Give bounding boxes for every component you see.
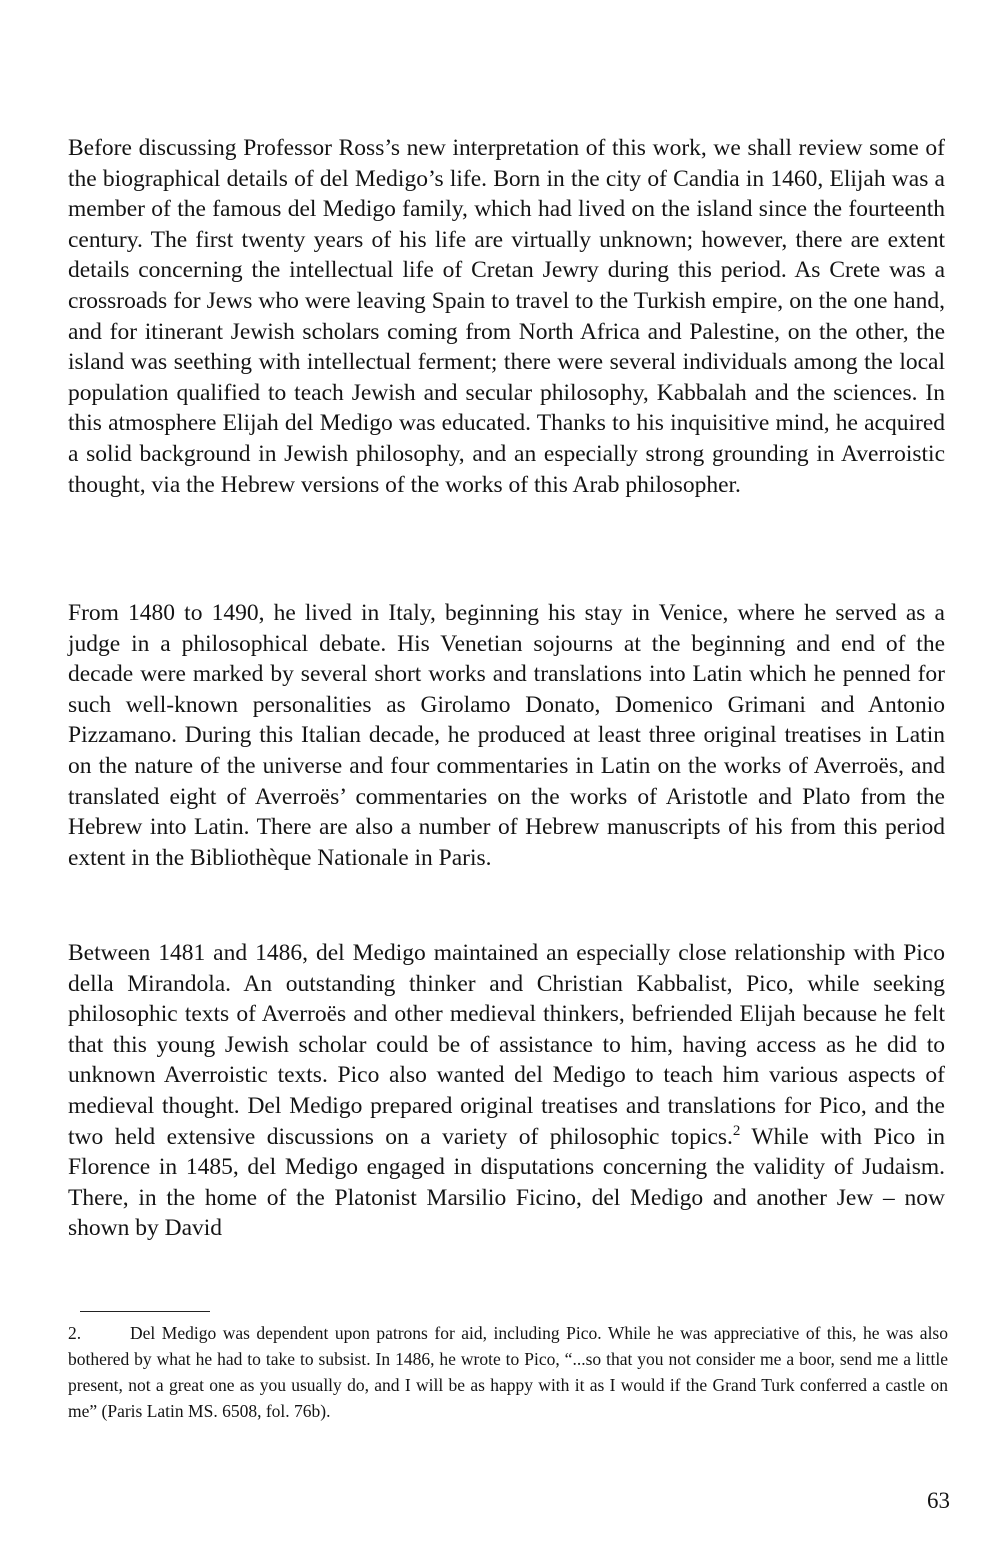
paragraph-text-after-note: While with Pico in Florence in 1485, del Medigo engaged in disputations concerning the validity of Judaism. There, in the home of the Platonist Marsilio Ficino, del Medigo and another Jew – now shown by David xyxy=(68,1123,945,1242)
page-number: 63 xyxy=(927,1488,950,1513)
paragraph-text-before-note: Between 1481 and 1486, del Medigo maintained an especially close relationship with Pico della Mirandola. An outstanding thinker and Christian Kabbalist, Pico, while seeking philosophic texts of Averroës and other medieval thinkers, befriended Elijah because he felt that this young Jewish scholar could be of assistance to him, having access as he did to unknown Averroistic texts. Pico also wanted del Medigo to teach him various aspects of medieval thought. Del Medigo prepared original treatises and translations for Pico, and the two held extensive discussions on a variety of philosophic topics. xyxy=(68,940,945,1150)
footnote-divider xyxy=(80,1311,210,1312)
paragraph-biography-intro: Before discussing Professor Ross’s new interpretation of this work, we shall review some of the biographical details of del Medigo’s life. Born in the city of Candia in 1460, Elijah was a member of the famous del Medigo family, which had lived on the island since the fourteenth century. The first twenty years of his life are virtually unknown; however, there are extent details concerning the intellectual life of Cretan Jewry during this period. As Crete was a crossroads for Jews who were leaving Spain to travel to the Turkish empire, on the one hand, and for itinerant Jewish scholars coming from North Africa and Palestine, on the other, the island was seething with intellectual ferment; there were several individuals among the local population qualified to teach Jewish and secular philosophy, Kabbalah and the sciences. In this atmosphere Elijah del Medigo was educated. Thanks to his inquisitive mind, he acquired a solid background in Jewish philosophy, and an especially strong grounding in Averroistic thought, via the Hebrew versions of the works of this Arab philosopher. xyxy=(68,135,945,498)
paragraph-italy-decade: From 1480 to 1490, he lived in Italy, beginning his stay in Venice, where he served as a judge in a philosophical debate. His Venetian sojourns at the beginning and end of the decade were marked by several short works and translations into Latin which he penned for such well-known personalities as Girolamo Donato, Domenico Grimani and Antonio Pizzamano. During this Italian decade, he produced at least three original treatises in Latin on the nature of the universe and four commentaries in Latin on the works of Averroës, and translated eight of Averroës’ commentaries on the works of Aristotle and Plato from the Hebrew into Latin. There are also a number of Hebrew manuscripts of his from this period extent in the Bibliothèque Nationale in Paris. xyxy=(68,600,945,871)
paragraph-pico-relationship xyxy=(68,938,945,1244)
footnote xyxy=(68,1320,948,1424)
footnote-reference: 2 xyxy=(732,1122,741,1139)
footnote-number: 2. xyxy=(68,1323,82,1343)
footnote-text: Del Medigo was dependent upon patrons for aid, including Pico. While he was appreciative of this, he was also bothered by what he had to take to subsist. In 1486, he wrote to Pico, “...so that you not consider me a boor, send me a little present, not a great one as you usually do, and I will be as happy with it as I would if the Grand Turk conferred a castle on me” (Paris Latin MS. 6508, fol. 76b). xyxy=(68,1323,948,1421)
